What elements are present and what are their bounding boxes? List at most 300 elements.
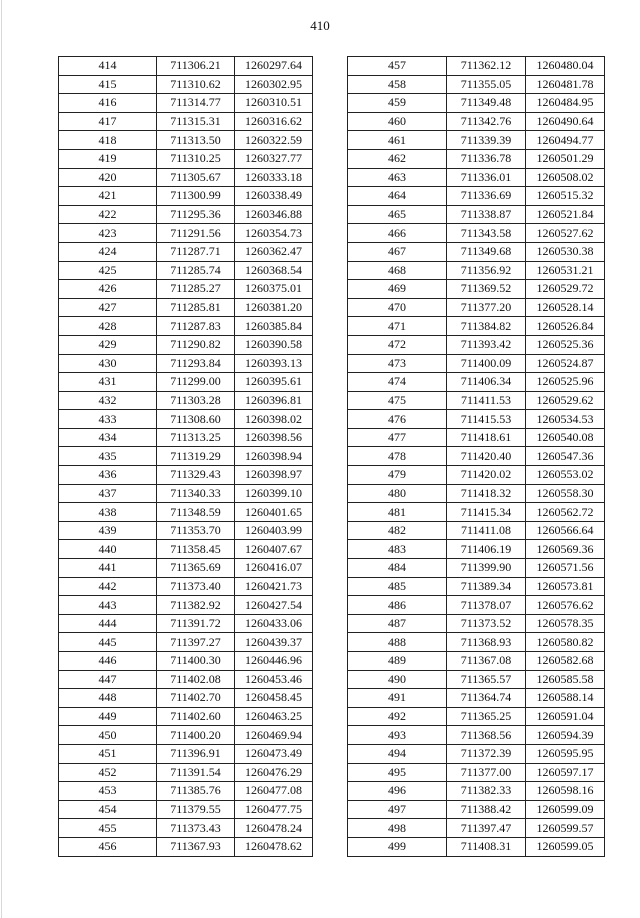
point-number-cell: 454 (59, 800, 157, 819)
table-row (348, 819, 605, 838)
x-coordinate-cell: 711385.76 (157, 782, 235, 801)
point-number-cell: 490 (348, 670, 447, 689)
y-coordinate-cell: 1260501.29 (526, 149, 605, 168)
point-number-cell: 467 (348, 242, 447, 261)
x-coordinate-cell: 711368.93 (447, 633, 526, 652)
x-coordinate-cell: 711389.34 (447, 577, 526, 596)
x-coordinate-cell: 711406.34 (447, 373, 526, 392)
x-coordinate-cell: 711402.08 (157, 670, 235, 689)
x-coordinate-cell: 711295.36 (157, 205, 235, 224)
point-number-cell: 436 (59, 466, 157, 485)
y-coordinate-cell: 1260580.82 (526, 633, 605, 652)
x-coordinate-cell: 711415.53 (447, 410, 526, 429)
x-coordinate-cell: 711308.60 (157, 410, 235, 429)
y-coordinate-cell: 1260591.04 (526, 707, 605, 726)
table-row (348, 335, 605, 354)
x-coordinate-cell: 711343.58 (447, 224, 526, 243)
point-number-cell: 455 (59, 819, 157, 838)
y-coordinate-cell: 1260407.67 (235, 540, 313, 559)
x-coordinate-cell: 711285.81 (157, 298, 235, 317)
table-body (348, 57, 605, 857)
y-coordinate-cell: 1260558.30 (526, 484, 605, 503)
table-row (59, 744, 313, 763)
x-coordinate-cell: 711353.70 (157, 521, 235, 540)
x-coordinate-cell: 711377.00 (447, 763, 526, 782)
table-row (59, 633, 313, 652)
y-coordinate-cell: 1260534.53 (526, 410, 605, 429)
x-coordinate-cell: 711364.74 (447, 689, 526, 708)
y-coordinate-cell: 1260566.64 (526, 521, 605, 540)
point-number-cell: 474 (348, 373, 447, 392)
point-number-cell: 493 (348, 726, 447, 745)
x-coordinate-cell: 711306.21 (157, 57, 235, 76)
y-coordinate-cell: 1260401.65 (235, 503, 313, 522)
point-number-cell: 483 (348, 540, 447, 559)
point-number-cell: 482 (348, 521, 447, 540)
x-coordinate-cell: 711391.54 (157, 763, 235, 782)
x-coordinate-cell: 711369.52 (447, 280, 526, 299)
point-number-cell: 481 (348, 503, 447, 522)
point-number-cell: 432 (59, 391, 157, 410)
table-row (59, 224, 313, 243)
x-coordinate-cell: 711402.60 (157, 707, 235, 726)
x-coordinate-cell: 711362.12 (447, 57, 526, 76)
table-row (348, 75, 605, 94)
point-number-cell: 429 (59, 335, 157, 354)
table-row (59, 577, 313, 596)
y-coordinate-cell: 1260473.49 (235, 744, 313, 763)
point-number-cell: 438 (59, 503, 157, 522)
table-row (59, 763, 313, 782)
point-number-cell: 441 (59, 559, 157, 578)
point-number-cell: 426 (59, 280, 157, 299)
point-number-cell: 419 (59, 149, 157, 168)
x-coordinate-cell: 711348.59 (157, 503, 235, 522)
y-coordinate-cell: 1260526.84 (526, 317, 605, 336)
table-row (348, 112, 605, 131)
table-row (348, 149, 605, 168)
y-coordinate-cell: 1260525.96 (526, 373, 605, 392)
y-coordinate-cell: 1260338.49 (235, 187, 313, 206)
y-coordinate-cell: 1260327.77 (235, 149, 313, 168)
x-coordinate-cell: 711319.29 (157, 447, 235, 466)
y-coordinate-cell: 1260390.58 (235, 335, 313, 354)
point-number-cell: 434 (59, 428, 157, 447)
x-coordinate-cell: 711287.83 (157, 317, 235, 336)
x-coordinate-cell: 711290.82 (157, 335, 235, 354)
y-coordinate-cell: 1260368.54 (235, 261, 313, 280)
table-row (348, 205, 605, 224)
y-coordinate-cell: 1260396.81 (235, 391, 313, 410)
table-row (59, 205, 313, 224)
x-coordinate-cell: 711373.43 (157, 819, 235, 838)
point-number-cell: 463 (348, 168, 447, 187)
table-row (348, 168, 605, 187)
point-number-cell: 423 (59, 224, 157, 243)
table-row (59, 75, 313, 94)
point-number-cell: 485 (348, 577, 447, 596)
x-coordinate-cell: 711400.09 (447, 354, 526, 373)
table-row (348, 466, 605, 485)
table-row (59, 540, 313, 559)
table-row (59, 317, 313, 336)
x-coordinate-cell: 711291.56 (157, 224, 235, 243)
table-row (348, 707, 605, 726)
x-coordinate-cell: 711379.55 (157, 800, 235, 819)
x-coordinate-cell: 711313.25 (157, 428, 235, 447)
x-coordinate-cell: 711365.69 (157, 559, 235, 578)
point-number-cell: 475 (348, 391, 447, 410)
point-number-cell: 440 (59, 540, 157, 559)
point-number-cell: 499 (348, 837, 447, 856)
x-coordinate-cell: 711285.27 (157, 280, 235, 299)
table-row (59, 503, 313, 522)
point-number-cell: 417 (59, 112, 157, 131)
table-row (348, 577, 605, 596)
table-row (348, 57, 605, 76)
table-row (59, 819, 313, 838)
table-row (59, 614, 313, 633)
point-number-cell: 430 (59, 354, 157, 373)
point-number-cell: 424 (59, 242, 157, 261)
x-coordinate-cell: 711285.74 (157, 261, 235, 280)
y-coordinate-cell: 1260446.96 (235, 652, 313, 671)
table-row (59, 670, 313, 689)
x-coordinate-cell: 711396.91 (157, 744, 235, 763)
x-coordinate-cell: 711372.39 (447, 744, 526, 763)
table-row (348, 689, 605, 708)
y-coordinate-cell: 1260399.10 (235, 484, 313, 503)
table-row (348, 187, 605, 206)
point-number-cell: 487 (348, 614, 447, 633)
table-row (348, 596, 605, 615)
point-number-cell: 478 (348, 447, 447, 466)
x-coordinate-cell: 711400.20 (157, 726, 235, 745)
table-body (59, 57, 313, 857)
x-coordinate-cell: 711382.92 (157, 596, 235, 615)
y-coordinate-cell: 1260385.84 (235, 317, 313, 336)
table-row (59, 94, 313, 113)
y-coordinate-cell: 1260599.09 (526, 800, 605, 819)
point-number-cell: 435 (59, 447, 157, 466)
y-coordinate-cell: 1260439.37 (235, 633, 313, 652)
x-coordinate-cell: 711336.69 (447, 187, 526, 206)
y-coordinate-cell: 1260594.39 (526, 726, 605, 745)
y-coordinate-cell: 1260346.88 (235, 205, 313, 224)
table-row (59, 726, 313, 745)
table-row (348, 670, 605, 689)
point-number-cell: 477 (348, 428, 447, 447)
x-coordinate-cell: 711365.25 (447, 707, 526, 726)
x-coordinate-cell: 711338.87 (447, 205, 526, 224)
point-number-cell: 496 (348, 782, 447, 801)
y-coordinate-cell: 1260362.47 (235, 242, 313, 261)
point-number-cell: 428 (59, 317, 157, 336)
point-number-cell: 437 (59, 484, 157, 503)
x-coordinate-cell: 711336.01 (447, 168, 526, 187)
y-coordinate-cell: 1260588.14 (526, 689, 605, 708)
point-number-cell: 421 (59, 187, 157, 206)
x-coordinate-cell: 711314.77 (157, 94, 235, 113)
point-number-cell: 480 (348, 484, 447, 503)
x-coordinate-cell: 711400.30 (157, 652, 235, 671)
table-row (59, 428, 313, 447)
point-number-cell: 484 (348, 559, 447, 578)
point-number-cell: 443 (59, 596, 157, 615)
table-row (348, 726, 605, 745)
x-coordinate-cell: 711365.57 (447, 670, 526, 689)
table-row (348, 614, 605, 633)
y-coordinate-cell: 1260433.06 (235, 614, 313, 633)
table-row (348, 428, 605, 447)
x-coordinate-cell: 711373.52 (447, 614, 526, 633)
y-coordinate-cell: 1260599.05 (526, 837, 605, 856)
y-coordinate-cell: 1260463.25 (235, 707, 313, 726)
point-number-cell: 415 (59, 75, 157, 94)
point-number-cell: 458 (348, 75, 447, 94)
y-coordinate-cell: 1260524.87 (526, 354, 605, 373)
x-coordinate-cell: 711315.31 (157, 112, 235, 131)
point-number-cell: 422 (59, 205, 157, 224)
x-coordinate-cell: 711293.84 (157, 354, 235, 373)
table-row (348, 242, 605, 261)
y-coordinate-cell: 1260398.02 (235, 410, 313, 429)
table-row (348, 800, 605, 819)
table-row (348, 782, 605, 801)
point-number-cell: 418 (59, 131, 157, 150)
point-number-cell: 444 (59, 614, 157, 633)
table-row (59, 187, 313, 206)
y-coordinate-cell: 1260484.95 (526, 94, 605, 113)
point-number-cell: 450 (59, 726, 157, 745)
table-row (59, 559, 313, 578)
y-coordinate-cell: 1260393.13 (235, 354, 313, 373)
x-coordinate-cell: 711397.47 (447, 819, 526, 838)
y-coordinate-cell: 1260582.68 (526, 652, 605, 671)
point-number-cell: 457 (348, 57, 447, 76)
x-coordinate-cell: 711336.78 (447, 149, 526, 168)
table-row (59, 484, 313, 503)
y-coordinate-cell: 1260525.36 (526, 335, 605, 354)
y-coordinate-cell: 1260476.29 (235, 763, 313, 782)
x-coordinate-cell: 711418.61 (447, 428, 526, 447)
table-row (348, 298, 605, 317)
x-coordinate-cell: 711339.39 (447, 131, 526, 150)
y-coordinate-cell: 1260576.62 (526, 596, 605, 615)
y-coordinate-cell: 1260527.62 (526, 224, 605, 243)
point-number-cell: 498 (348, 819, 447, 838)
page-edge-line (1, 0, 2, 918)
table-row (348, 94, 605, 113)
y-coordinate-cell: 1260403.99 (235, 521, 313, 540)
y-coordinate-cell: 1260597.17 (526, 763, 605, 782)
x-coordinate-cell: 711388.42 (447, 800, 526, 819)
table-row (59, 447, 313, 466)
point-number-cell: 488 (348, 633, 447, 652)
table-row (59, 57, 313, 76)
table-row (59, 280, 313, 299)
point-number-cell: 452 (59, 763, 157, 782)
table-row (348, 763, 605, 782)
y-coordinate-cell: 1260540.08 (526, 428, 605, 447)
x-coordinate-cell: 711373.40 (157, 577, 235, 596)
y-coordinate-cell: 1260595.95 (526, 744, 605, 763)
x-coordinate-cell: 711310.25 (157, 149, 235, 168)
y-coordinate-cell: 1260531.21 (526, 261, 605, 280)
table-row (59, 800, 313, 819)
point-number-cell: 445 (59, 633, 157, 652)
x-coordinate-cell: 711355.05 (447, 75, 526, 94)
y-coordinate-cell: 1260530.38 (526, 242, 605, 261)
y-coordinate-cell: 1260478.24 (235, 819, 313, 838)
table-row (59, 112, 313, 131)
point-number-cell: 476 (348, 410, 447, 429)
y-coordinate-cell: 1260521.84 (526, 205, 605, 224)
x-coordinate-cell: 711310.62 (157, 75, 235, 94)
y-coordinate-cell: 1260569.36 (526, 540, 605, 559)
table-row (59, 521, 313, 540)
table-row (348, 317, 605, 336)
point-number-cell: 464 (348, 187, 447, 206)
point-number-cell: 479 (348, 466, 447, 485)
table-row (348, 224, 605, 243)
point-number-cell: 442 (59, 577, 157, 596)
table-row (59, 242, 313, 261)
y-coordinate-cell: 1260573.81 (526, 577, 605, 596)
point-number-cell: 414 (59, 57, 157, 76)
x-coordinate-cell: 711305.67 (157, 168, 235, 187)
point-number-cell: 427 (59, 298, 157, 317)
y-coordinate-cell: 1260481.78 (526, 75, 605, 94)
x-coordinate-cell: 711399.90 (447, 559, 526, 578)
y-coordinate-cell: 1260529.72 (526, 280, 605, 299)
y-coordinate-cell: 1260562.72 (526, 503, 605, 522)
table-row (348, 261, 605, 280)
point-number-cell: 471 (348, 317, 447, 336)
x-coordinate-cell: 711378.07 (447, 596, 526, 615)
table-row (59, 689, 313, 708)
x-coordinate-cell: 711391.72 (157, 614, 235, 633)
x-coordinate-cell: 711329.43 (157, 466, 235, 485)
point-number-cell: 492 (348, 707, 447, 726)
table-row (59, 298, 313, 317)
x-coordinate-cell: 711411.53 (447, 391, 526, 410)
table-row (348, 559, 605, 578)
y-coordinate-cell: 1260553.02 (526, 466, 605, 485)
point-number-cell: 472 (348, 335, 447, 354)
point-number-cell: 494 (348, 744, 447, 763)
x-coordinate-cell: 711358.45 (157, 540, 235, 559)
y-coordinate-cell: 1260515.32 (526, 187, 605, 206)
y-coordinate-cell: 1260316.62 (235, 112, 313, 131)
x-coordinate-cell: 711342.76 (447, 112, 526, 131)
y-coordinate-cell: 1260398.94 (235, 447, 313, 466)
table-row (348, 354, 605, 373)
table-row (348, 652, 605, 671)
point-number-cell: 462 (348, 149, 447, 168)
x-coordinate-cell: 711397.27 (157, 633, 235, 652)
x-coordinate-cell: 711402.70 (157, 689, 235, 708)
table-row (348, 503, 605, 522)
x-coordinate-cell: 711382.33 (447, 782, 526, 801)
point-number-cell: 439 (59, 521, 157, 540)
y-coordinate-cell: 1260453.46 (235, 670, 313, 689)
y-coordinate-cell: 1260529.62 (526, 391, 605, 410)
table-row (348, 131, 605, 150)
x-coordinate-cell: 711287.71 (157, 242, 235, 261)
point-number-cell: 420 (59, 168, 157, 187)
point-number-cell: 486 (348, 596, 447, 615)
point-number-cell: 466 (348, 224, 447, 243)
point-number-cell: 468 (348, 261, 447, 280)
point-number-cell: 433 (59, 410, 157, 429)
x-coordinate-cell: 711384.82 (447, 317, 526, 336)
y-coordinate-cell: 1260477.08 (235, 782, 313, 801)
point-number-cell: 447 (59, 670, 157, 689)
x-coordinate-cell: 711367.93 (157, 837, 235, 856)
y-coordinate-cell: 1260547.36 (526, 447, 605, 466)
y-coordinate-cell: 1260395.61 (235, 373, 313, 392)
y-coordinate-cell: 1260354.73 (235, 224, 313, 243)
x-coordinate-cell: 711356.92 (447, 261, 526, 280)
table-row (348, 484, 605, 503)
page-number: 410 (310, 18, 330, 33)
y-coordinate-cell: 1260494.77 (526, 131, 605, 150)
point-number-cell: 456 (59, 837, 157, 856)
x-coordinate-cell: 711406.19 (447, 540, 526, 559)
table-row (59, 391, 313, 410)
point-number-cell: 459 (348, 94, 447, 113)
point-number-cell: 446 (59, 652, 157, 671)
table-row (59, 131, 313, 150)
point-number-cell: 461 (348, 131, 447, 150)
y-coordinate-cell: 1260375.01 (235, 280, 313, 299)
y-coordinate-cell: 1260490.64 (526, 112, 605, 131)
y-coordinate-cell: 1260598.16 (526, 782, 605, 801)
x-coordinate-cell: 711368.56 (447, 726, 526, 745)
coordinates-table-right (347, 56, 605, 857)
x-coordinate-cell: 711349.68 (447, 242, 526, 261)
table-row (59, 782, 313, 801)
table-row (59, 168, 313, 187)
y-coordinate-cell: 1260322.59 (235, 131, 313, 150)
x-coordinate-cell: 711340.33 (157, 484, 235, 503)
point-number-cell: 460 (348, 112, 447, 131)
x-coordinate-cell: 711349.48 (447, 94, 526, 113)
point-number-cell: 497 (348, 800, 447, 819)
table-row (348, 410, 605, 429)
y-coordinate-cell: 1260421.73 (235, 577, 313, 596)
table-row (348, 391, 605, 410)
point-number-cell: 453 (59, 782, 157, 801)
x-coordinate-cell: 711299.00 (157, 373, 235, 392)
point-number-cell: 491 (348, 689, 447, 708)
point-number-cell: 451 (59, 744, 157, 763)
y-coordinate-cell: 1260310.51 (235, 94, 313, 113)
x-coordinate-cell: 711415.34 (447, 503, 526, 522)
point-number-cell: 425 (59, 261, 157, 280)
y-coordinate-cell: 1260469.94 (235, 726, 313, 745)
point-number-cell: 489 (348, 652, 447, 671)
y-coordinate-cell: 1260302.95 (235, 75, 313, 94)
table-row (59, 707, 313, 726)
table-row (59, 261, 313, 280)
table-row (348, 521, 605, 540)
table-row (348, 744, 605, 763)
table-row (348, 373, 605, 392)
table-row (348, 280, 605, 299)
table-row (348, 633, 605, 652)
